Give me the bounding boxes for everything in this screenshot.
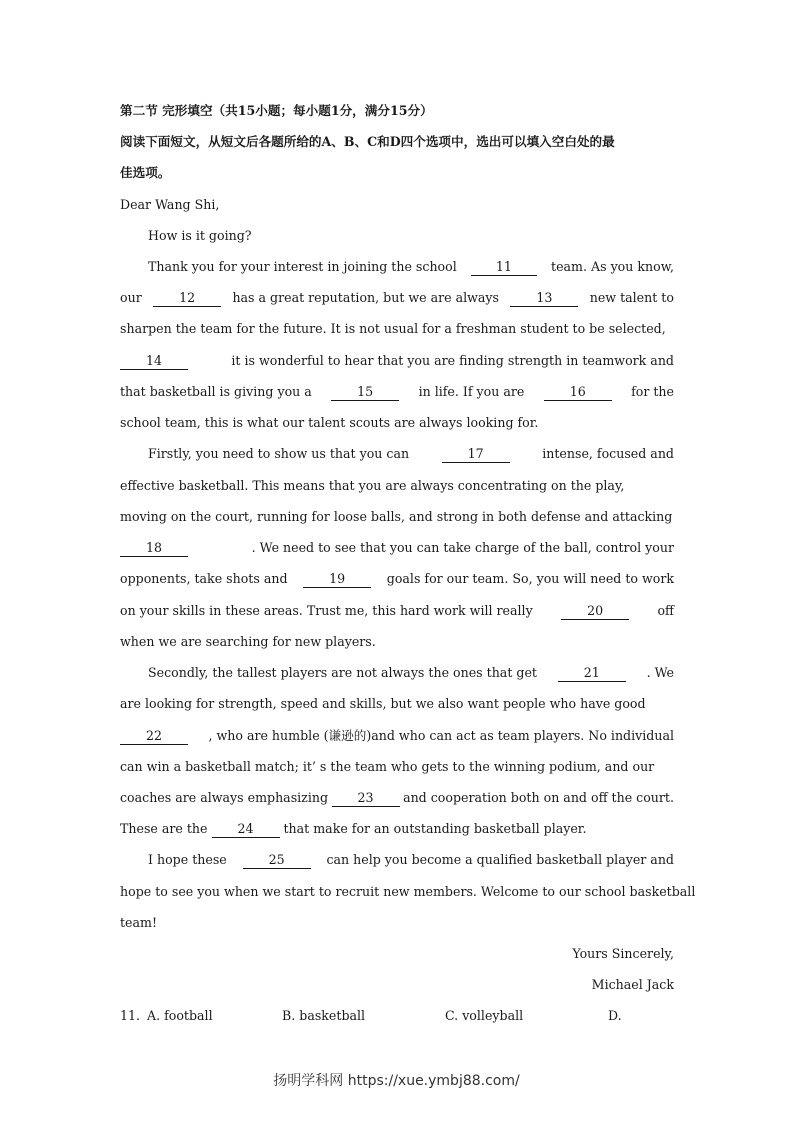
blank-22: 22 [120,728,188,745]
blank-16: 16 [544,384,612,401]
p1-line-2: our 12 has a great reputation, but we are always 13 new talent to [120,290,674,305]
blank-14: 14 [120,353,188,370]
p2-line-4: 18 . We need to see that you can take charge of the ball, control your [120,537,674,568]
greeting: How is it going? [148,228,252,243]
question-11 [120,1005,674,1036]
p4-line-1: I hope these 25 can help you become a qualified basketball player and [148,852,674,867]
p2-line-6: on your skills in these areas. Trust me, this hard work will really 20 off [120,603,674,618]
signature: Michael Jack [591,977,674,992]
option-a: A. football [147,1008,213,1023]
option-d: D. [608,1008,622,1023]
p2-line-7: when we are searching for new players. [120,634,376,649]
p1-line-1: Thank you for your interest in joining the school 11 team. As you know, [148,259,674,274]
question-number: 11. [120,1008,141,1023]
section-heading: 第二节 完形填空（共15小题；每小题1分，满分15分） [120,103,433,118]
blank-12: 12 [153,290,221,307]
blank-17: 17 [442,446,510,463]
option-c: C. volleyball [445,1008,524,1023]
instruction-line-1: 阅读下面短文，从短文后各题所给的A、B、C和D四个选项中，选出可以填入空白处的最 [120,134,615,149]
blank-15: 15 [331,384,399,401]
p2-line-1: Firstly, you need to show us that you can 17 intense, focused and [148,446,674,461]
blank-24: 24 [212,821,280,838]
p3-line-2: are looking for strength, speed and skills, but we also want people who have good [120,696,646,711]
p4-line-3: team! [120,915,158,930]
p3-line-1: Secondly, the tallest players are not always the ones that get 21 . We [148,665,674,680]
p3-line-4: can win a basketball match; it’ s the team who gets to the winning podium, and our [120,759,655,774]
option-b: B. basketball [282,1008,366,1023]
p3-line-3: 22 , who are humble (谦逊的)and who can act as team players. No individual [120,725,674,756]
blank-13: 13 [510,290,578,307]
closing: Yours Sincerely, [572,946,674,961]
instruction-line-2: 佳选项。 [120,165,171,180]
blank-25: 25 [243,852,311,869]
p1-line-4: 14 it is wonderful to hear that you are finding strength in teamwork and [120,350,674,381]
p2-line-2: effective basketball. This means that you are always concentrating on the play, [120,478,625,493]
blank-21: 21 [558,665,626,682]
p1-line-6: school team, this is what our talent scouts are always looking for. [120,415,539,430]
p3-line-5: coaches are always emphasizing 23 and cooperation both on and off the court. [120,790,674,805]
p2-line-3: moving on the court, running for loose balls, and strong in both defense and attacking [120,509,673,524]
salutation: Dear Wang Shi, [120,197,220,212]
blank-20: 20 [561,603,629,620]
p3-line-6: These are the 24 that make for an outstanding basketball player. [120,821,587,836]
blank-11: 11 [471,259,537,276]
p4-line-2: hope to see you when we start to recruit new members. Welcome to our school basketball [120,884,696,899]
footer-watermark: 扬明学科网 https://xue.ymbj88.com/ [273,1073,520,1089]
blank-23: 23 [332,790,400,807]
p1-line-3: sharpen the team for the future. It is not usual for a freshman student to be selected, [120,321,666,336]
blank-19: 19 [303,571,371,588]
blank-18: 18 [120,540,188,557]
p1-line-5: that basketball is giving you a 15 in life. If you are 16 for the [120,384,674,399]
p2-line-5: opponents, take shots and 19 goals for our team. So, you will need to work [120,571,674,586]
